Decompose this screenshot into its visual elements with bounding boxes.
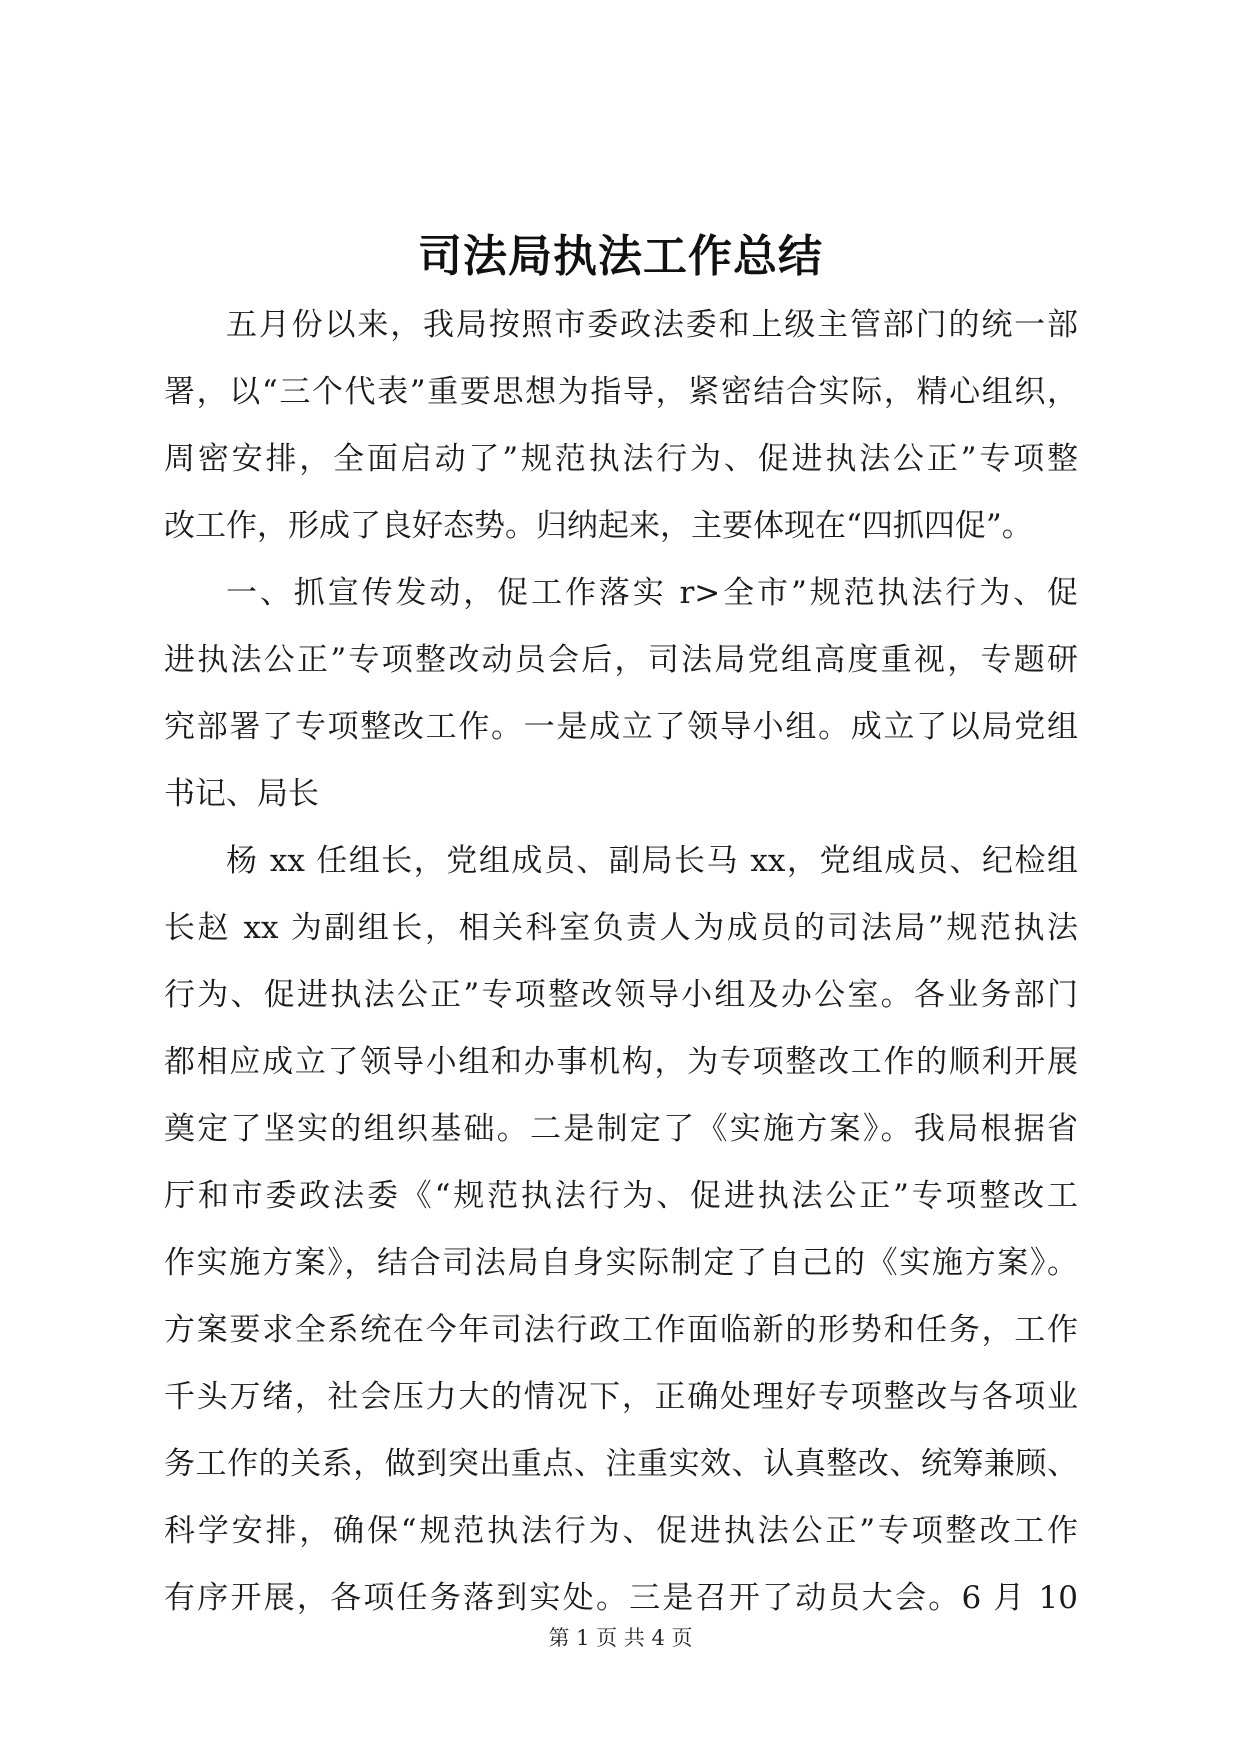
page-footer: 第 1 页 共 4 页 — [548, 1626, 693, 1650]
document-body — [164, 292, 1078, 1632]
text-line: 周密安排，全面启动了”规范执法行为、促进执法公正”专项整 — [164, 441, 1078, 477]
text-line: 杨 xx 任组长，党组成员、副局长马 xx，党组成员、纪检组 — [226, 843, 1078, 879]
text-line: 一、抓宣传发动，促工作落实 r>全市”规范执法行为、促 — [226, 575, 1078, 611]
text-line: 务工作的关系，做到突出重点、注重实效、认真整改、统筹兼顾、 — [164, 1446, 1078, 1482]
text-line: 行为、促进执法公正”专项整改领导小组及办公室。各业务部门 — [164, 977, 1078, 1013]
text-line: 方案要求全系统在今年司法行政工作面临新的形势和任务，工作 — [164, 1312, 1078, 1348]
text-line: 究部署了专项整改工作。一是成立了领导小组。成立了以局党组 — [164, 709, 1078, 745]
text-line: 书记、局长 — [164, 776, 319, 812]
text-line: 科学安排，确保“规范执法行为、促进执法公正”专项整改工作 — [164, 1513, 1078, 1549]
text-line: 五月份以来，我局按照市委政法委和上级主管部门的统一部 — [226, 307, 1078, 343]
text-line: 署，以“三个代表”重要思想为指导，紧密结合实际，精心组织， — [164, 374, 1078, 410]
text-line: 长赵 xx 为副组长，相关科室负责人为成员的司法局”规范执法 — [164, 910, 1078, 946]
document-title: 司法局执法工作总结 — [418, 231, 823, 282]
text-line: 进执法公正”专项整改动员会后，司法局党组高度重视，专题研 — [164, 642, 1078, 678]
text-line: 千头万绪，社会压力大的情况下，正确处理好专项整改与各项业 — [164, 1379, 1078, 1415]
text-line: 奠定了坚实的组织基础。二是制定了《实施方案》。我局根据省 — [164, 1111, 1078, 1147]
text-line: 厅和市委政法委《“规范执法行为、促进执法公正”专项整改工 — [164, 1178, 1078, 1214]
text-line: 改工作，形成了良好态势。归纳起来，主要体现在“四抓四促”。 — [164, 508, 1033, 544]
text-line: 作实施方案》，结合司法局自身实际制定了自己的《实施方案》。 — [164, 1245, 1078, 1281]
text-line: 都相应成立了领导小组和办事机构，为专项整改工作的顺利开展 — [164, 1044, 1078, 1080]
text-line: 有序开展，各项任务落到实处。三是召开了动员大会。6 月 10 — [164, 1580, 1078, 1616]
